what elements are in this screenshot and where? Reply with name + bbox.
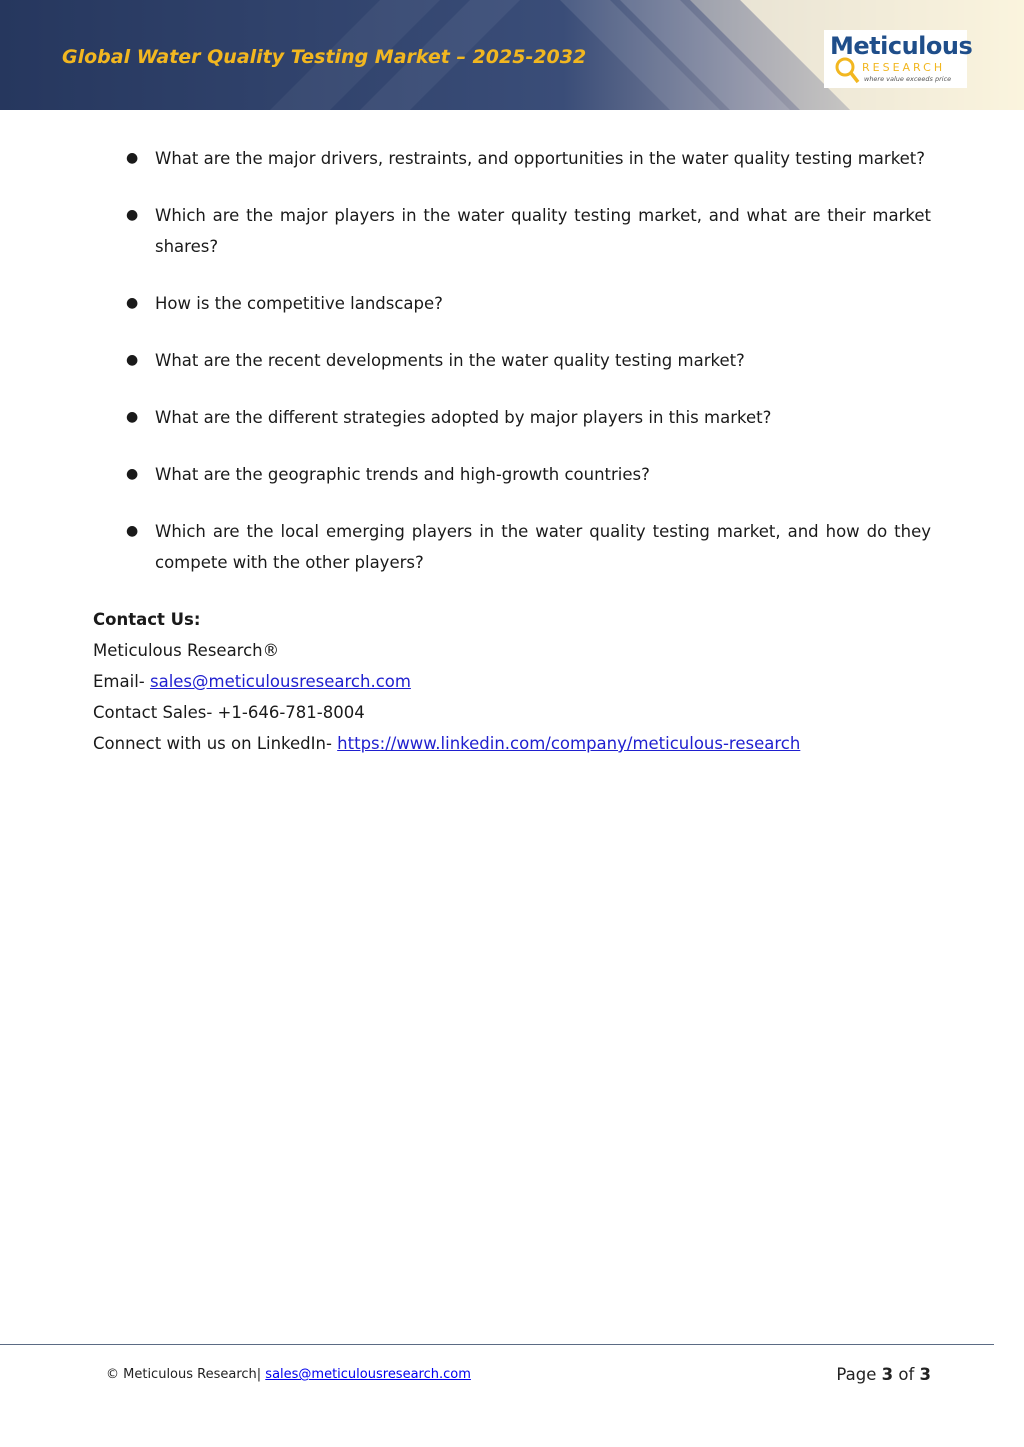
bullet-icon: ● (126, 466, 139, 482)
page-header-title: Global Water Quality Testing Market – 2025-2032 (62, 46, 587, 68)
contact-heading: Contact Us: (93, 610, 201, 629)
email-link[interactable]: sales@meticulousresearch.com (149, 672, 411, 691)
bullet-icon: ● (126, 352, 139, 368)
contact-phone: Contact Sales- +1-646-781-8004 (93, 703, 365, 722)
logo-tagline: where value exceeds price (864, 75, 952, 83)
bullet-icon: ● (126, 409, 139, 425)
current-page: 3 (881, 1365, 894, 1384)
list-item: ● Which are the local emerging players in the water quality testing market, and how do they compete with the other players? (93, 516, 931, 578)
email-label: Email- (93, 672, 150, 691)
list-item: ● Which are the major players in the water quality testing market, and what are their market shares? (93, 200, 931, 262)
footer-copyright: © Meticulous Research| sales@meticulousresearch.com (106, 1367, 471, 1382)
bullet-icon: ● (126, 295, 139, 311)
bullet-icon: ● (126, 523, 139, 539)
list-item: ● What are the different strategies adopted by major players in this market? (93, 402, 931, 433)
document-body (93, 143, 931, 759)
linkedin-label: Connect with us on LinkedIn- (93, 734, 338, 753)
list-item: ● What are the major drivers, restraints, and opportunities in the water quality testing market? (93, 143, 931, 174)
list-item: ● How is the competitive landscape? (93, 288, 931, 319)
company-logo (824, 30, 973, 88)
bullet-icon: ● (126, 150, 139, 166)
question-list (93, 143, 931, 578)
bullet-icon: ● (126, 207, 139, 223)
logo-subtitle: RESEARCH (862, 61, 946, 74)
contact-company: Meticulous Research® (93, 641, 280, 660)
total-pages: 3 (919, 1365, 931, 1384)
contact-linkedin-line (93, 728, 931, 759)
contact-email-line (93, 666, 931, 697)
page-number: Page 3 of 3 (836, 1365, 931, 1384)
logo-wordmark: Meticulous (830, 32, 973, 60)
list-item: ● What are the geographic trends and high-growth countries? (93, 459, 931, 490)
header-band (0, 0, 1024, 110)
linkedin-link[interactable]: https://www.linkedin.com/company/meticulous-research (337, 734, 801, 753)
list-item: ● What are the recent developments in the water quality testing market? (93, 345, 931, 376)
contact-section (93, 604, 931, 759)
footer-divider (0, 1344, 994, 1345)
magnifier-icon (834, 56, 860, 84)
footer-email-link[interactable]: sales@meticulousresearch.com (265, 1367, 471, 1382)
